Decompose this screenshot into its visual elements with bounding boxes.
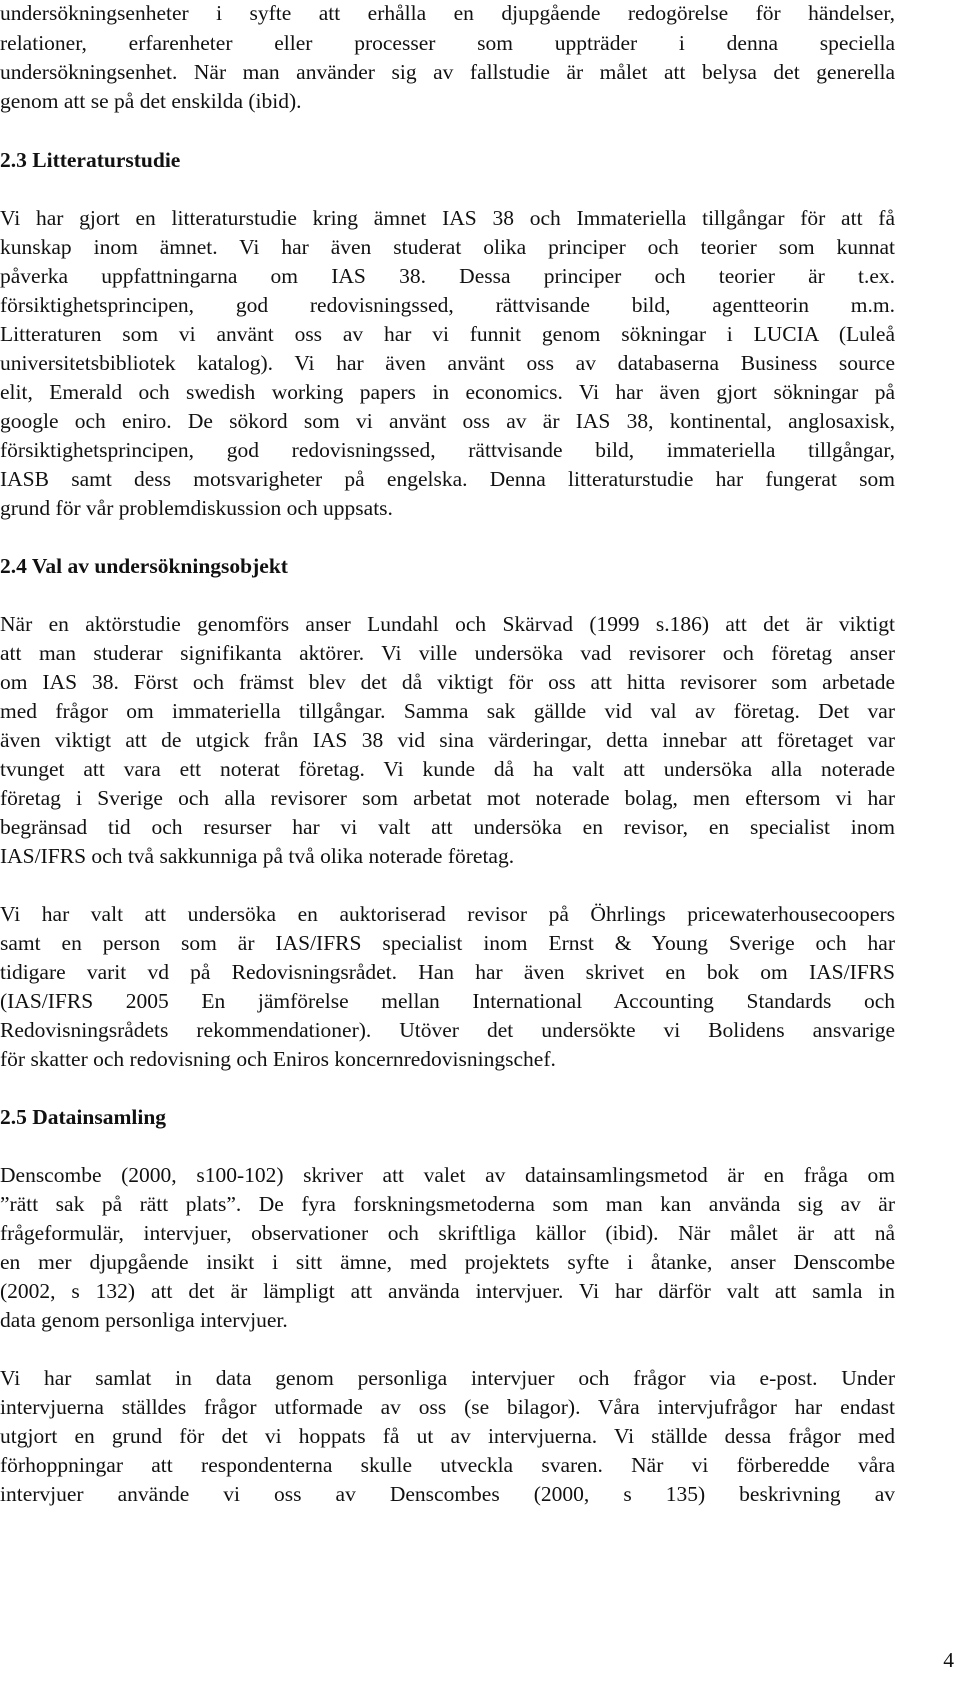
- paragraph-line: utgjort en grund för det vi hoppats få ut av intervjuerna. Vi ställde dessa frågor med: [0, 1424, 895, 1448]
- paragraph-line: google och eniro. De sökord som vi använt oss av är IAS 38, kontinental, anglosaxisk,: [0, 409, 895, 433]
- paragraph-line: förhoppningar att respondenterna skulle utveckla svaren. När vi förberedde våra: [0, 1453, 895, 1477]
- paragraph-line: Redovisningsrådets rekommendationer). Utöver det undersökte vi Bolidens ansvarige: [0, 1018, 895, 1042]
- section-heading-2-4: 2.4 Val av undersökningsobjekt: [0, 554, 288, 578]
- intro-line: genom att se på det enskilda (ibid).: [0, 89, 302, 113]
- paragraph-line: Vi har samlat in data genom personliga intervjuer och frågor via e-post. Under: [0, 1366, 895, 1390]
- paragraph-line: (2002, s 132) att det är lämpligt att använda intervjuer. Vi har därför valt att samla in: [0, 1279, 895, 1303]
- paragraph-line: universitetsbibliotek katalog). Vi har även använt oss av databaserna Business source: [0, 351, 895, 375]
- paragraph-line: tvunget att vara ett noterat företag. Vi kunde då ha valt att undersöka alla noterade: [0, 757, 895, 781]
- paragraph-line: grund för vår problemdiskussion och uppsats.: [0, 496, 393, 520]
- paragraph-line: elit, Emerald och swedish working papers in economics. Vi har även gjort sökningar på: [0, 380, 895, 404]
- paragraph-line: Vi har gjort en litteraturstudie kring ämnet IAS 38 och Immateriella tillgångar för att få: [0, 206, 895, 230]
- paragraph-line: När en aktörstudie genomförs anser Lundahl och Skärvad (1999 s.186) att det är viktigt: [0, 612, 895, 636]
- paragraph-line: företag i Sverige och alla revisorer som arbetat mot noterade bolag, men eftersom vi har: [0, 786, 895, 810]
- paragraph-line: även viktigt att de utgick från IAS 38 vid sina värderingar, detta innebar att företaget var: [0, 728, 895, 752]
- paragraph-line: försiktighetsprincipen, god redovisningssed, rättvisande bild, agentteorin m.m.: [0, 293, 895, 317]
- intro-line: undersökningsenheter i syfte att erhålla en djupgående redogörelse för händelser,: [0, 1, 895, 25]
- paragraph-line: Litteraturen som vi använt oss av har vi funnit genom sökningar i LUCIA (Luleå: [0, 322, 895, 346]
- paragraph-line: Vi har valt att undersöka en auktoriserad revisor på Öhrlings pricewaterhousecoopers: [0, 902, 895, 926]
- paragraph-line: intervjuerna ställdes frågor utformade av oss (se bilagor). Våra intervjufrågor har endast: [0, 1395, 895, 1419]
- section-heading-2-5: 2.5 Datainsamling: [0, 1105, 167, 1129]
- paragraph-line: frågeformulär, intervjuer, observationer och skriftliga källor (ibid). När målet är att nå: [0, 1221, 895, 1245]
- paragraph-line: IASB samt dess motsvarigheter på engelska. Denna litteraturstudie har fungerat som: [0, 467, 895, 491]
- paragraph-line: en mer djupgående insikt i sitt ämne, med projektets syfte i åtanke, anser Denscombe: [0, 1250, 895, 1274]
- page-number: 4: [943, 1648, 954, 1672]
- paragraph-line: kunskap inom ämnet. Vi har även studerat olika principer och teorier som kunnat: [0, 235, 895, 259]
- paragraph-line: om IAS 38. Först och främst blev det då viktigt för oss att hitta revisorer som arbetade: [0, 670, 895, 694]
- paragraph-line: att man studerar signifikanta aktörer. Vi ville undersöka vad revisorer och företag anser: [0, 641, 895, 665]
- intro-line: relationer, erfarenheter eller processer som uppträder i denna speciella: [0, 31, 895, 55]
- paragraph-line: intervjuer använde vi oss av Denscombes (2000, s 135) beskrivning av: [0, 1482, 895, 1506]
- paragraph-line: tidigare varit vd på Redovisningsrådet. Han har även skrivet en bok om IAS/IFRS: [0, 960, 895, 984]
- intro-line: undersökningsenhet. När man använder sig av fallstudie är målet att belysa det generella: [0, 60, 895, 84]
- paragraph-line: försiktighetsprincipen, god redovisningssed, rättvisande bild, immateriella tillgångar,: [0, 438, 895, 462]
- paragraph-line: Denscombe (2000, s100-102) skriver att valet av datainsamlingsmetod är en fråga om: [0, 1163, 895, 1187]
- paragraph-line: (IAS/IFRS 2005 En jämförelse mellan International Accounting Standards och: [0, 989, 895, 1013]
- paragraph-line: begränsad tid och resurser har vi valt att undersöka en revisor, en specialist inom: [0, 815, 895, 839]
- paragraph-line: data genom personliga intervjuer.: [0, 1308, 288, 1332]
- paragraph-line: ”rätt sak på rätt plats”. De fyra forskningsmetoderna som man kan använda sig av är: [0, 1192, 895, 1216]
- paragraph-line: för skatter och redovisning och Eniros koncernredovisningschef.: [0, 1047, 556, 1071]
- paragraph-line: IAS/IFRS och två sakkunniga på två olika noterade företag.: [0, 844, 515, 868]
- paragraph-line: påverka uppfattningarna om IAS 38. Dessa principer och teorier är t.ex.: [0, 264, 895, 288]
- paragraph-line: samt en person som är IAS/IFRS specialist inom Ernst & Young Sverige och har: [0, 931, 895, 955]
- section-heading-2-3: 2.3 Litteraturstudie: [0, 148, 181, 172]
- paragraph-line: med frågor om immateriella tillgångar. Samma sak gällde vid val av företag. Det var: [0, 699, 895, 723]
